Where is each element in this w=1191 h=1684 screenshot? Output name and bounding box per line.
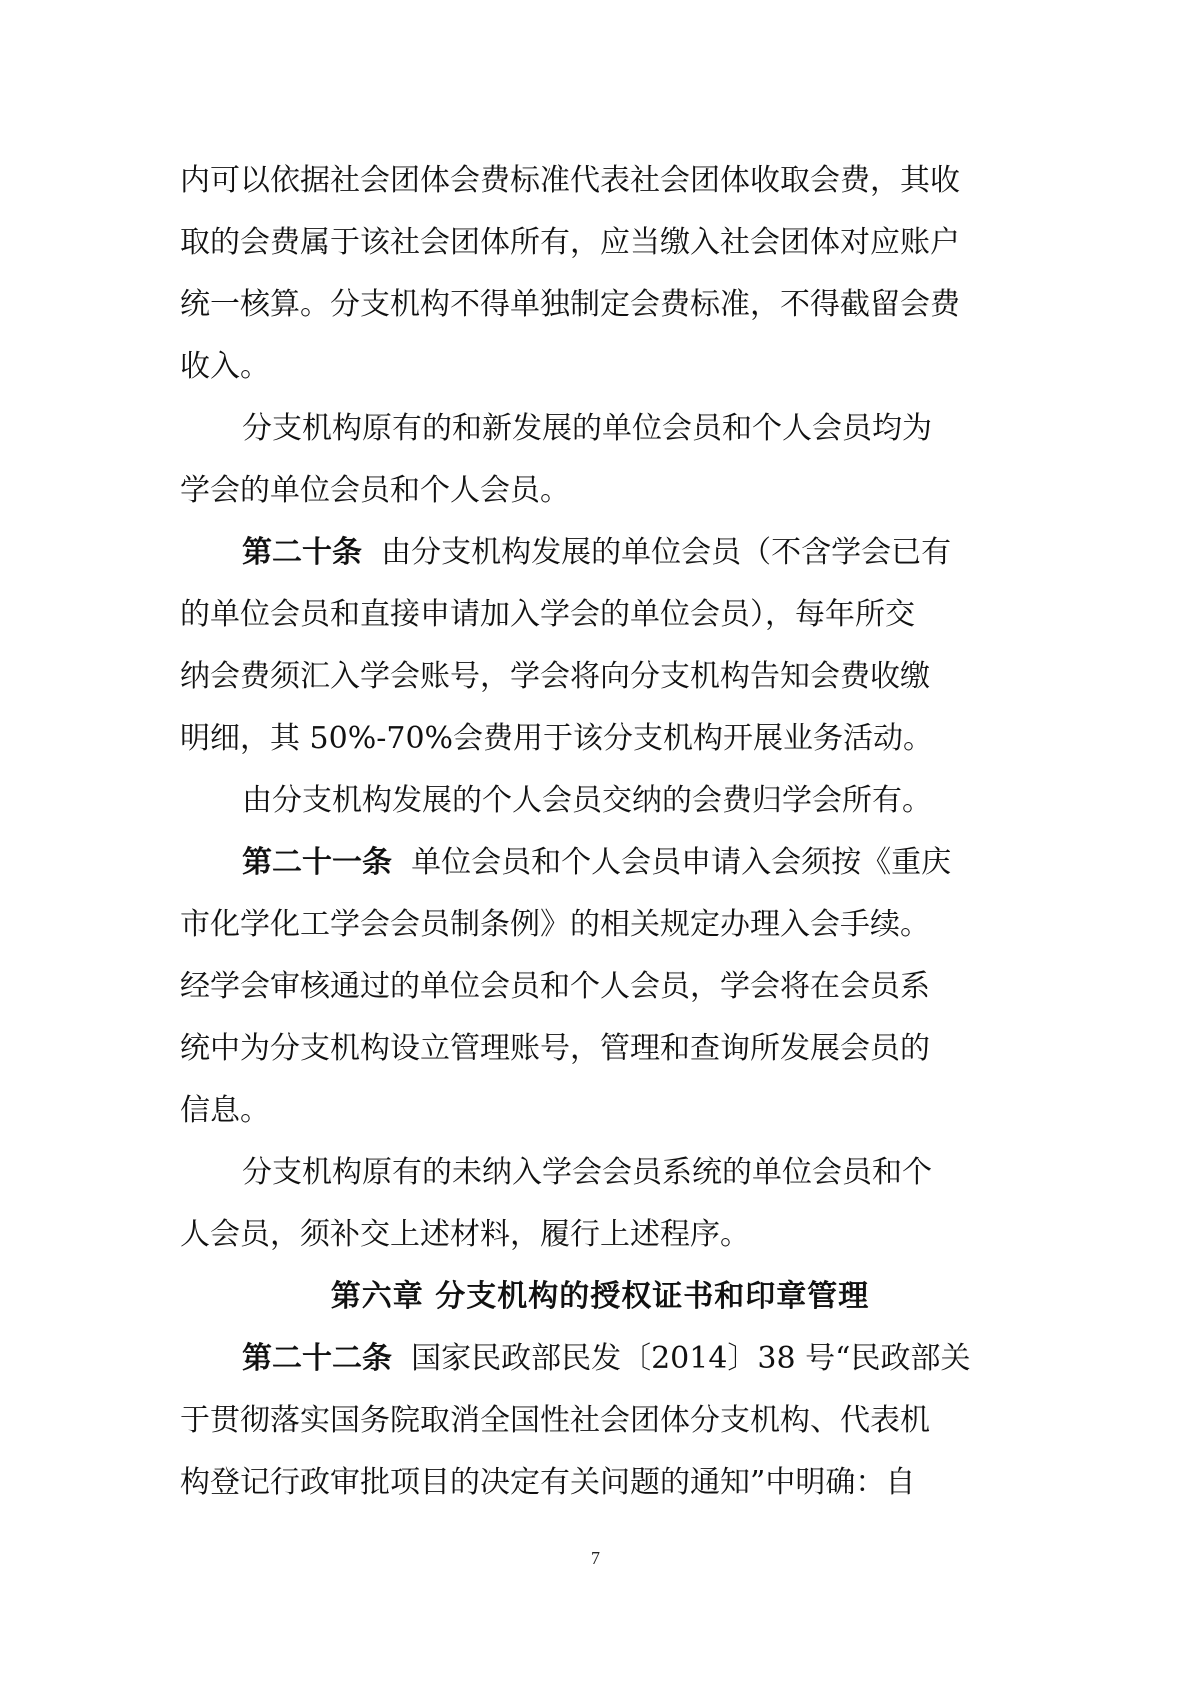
article-21-line <box>180 832 1020 894</box>
paragraph-line: 分支机构原有的未纳入学会会员系统的单位会员和个 <box>242 1155 932 1190</box>
article-20-text: 由分支机构发展的单位会员（不含学会已有 <box>381 535 952 570</box>
article-21-text: 单位会员和个人会员申请入会须按《重庆 <box>411 845 952 880</box>
paragraph-line: 于贯彻落实国务院取消全国性社会团体分支机构、代表机 <box>180 1403 930 1438</box>
paragraph-line: 统一核算。分支机构不得单独制定会费标准，不得截留会费 <box>180 287 960 322</box>
paragraph-line: 构登记行政审批项目的决定有关问题的通知”中明确：自 <box>180 1465 916 1500</box>
paragraph-line: 市化学化工学会会员制条例》的相关规定办理入会手续。 <box>180 907 930 942</box>
article-22-line <box>180 1328 1020 1390</box>
paragraph-line: 收入。 <box>180 349 270 384</box>
paragraph-line: 的单位会员和直接申请加入学会的单位会员），每年所交 <box>180 597 915 632</box>
paragraph-line: 人会员，须补交上述材料，履行上述程序。 <box>180 1217 750 1252</box>
article-20-line <box>180 522 1020 584</box>
article-22-text: 国家民政部民发〔2014〕38 号“民政部关 <box>411 1341 971 1376</box>
paragraph-line: 信息。 <box>180 1093 270 1128</box>
chapter-heading: 第六章 分支机构的授权证书和印章管理 <box>330 1279 870 1314</box>
paragraph-line: 内可以依据社会团体会费标准代表社会团体收取会费，其收 <box>180 163 960 198</box>
article-22-heading: 第二十二条 <box>242 1341 392 1376</box>
article-20-heading: 第二十条 <box>242 535 362 570</box>
article-21-heading: 第二十一条 <box>242 845 392 880</box>
paragraph-line: 由分支机构发展的个人会员交纳的会费归学会所有。 <box>242 783 932 818</box>
paragraph-line: 学会的单位会员和个人会员。 <box>180 473 570 508</box>
paragraph-line: 纳会费须汇入学会账号，学会将向分支机构告知会费收缴 <box>180 659 930 694</box>
paragraph-line: 分支机构原有的和新发展的单位会员和个人会员均为 <box>242 411 932 446</box>
paragraph-line: 经学会审核通过的单位会员和个人会员，学会将在会员系 <box>180 969 930 1004</box>
page-number: 7 <box>591 1548 600 1568</box>
body-text <box>180 150 1020 1514</box>
paragraph-line: 明细，其 50%-70%会费用于该分支机构开展业务活动。 <box>180 721 934 756</box>
paragraph-line: 统中为分支机构设立管理账号，管理和查询所发展会员的 <box>180 1031 930 1066</box>
paragraph-line: 取的会费属于该社会团体所有，应当缴入社会团体对应账户 <box>180 225 960 260</box>
